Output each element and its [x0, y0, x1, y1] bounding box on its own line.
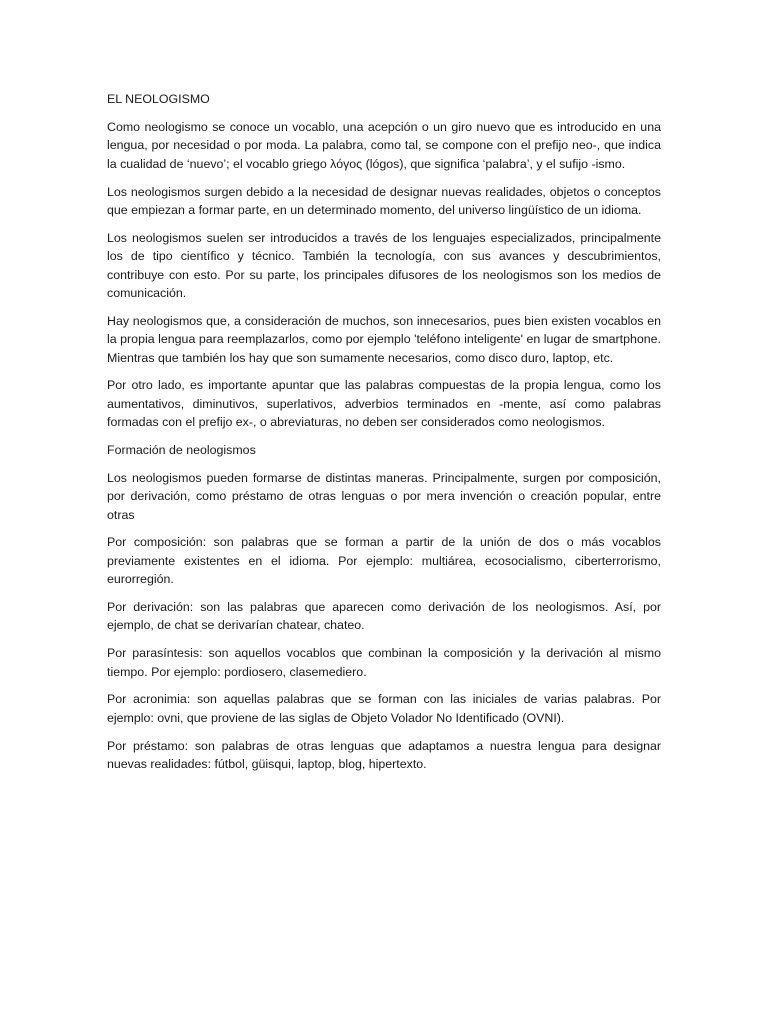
paragraph-formation-overview: Los neologismos pueden formarse de distintas maneras. Principalmente, surgen por composición, por derivación, como préstamo de otras lenguas o por mera invención o creación popular, entre otras — [107, 470, 661, 522]
paragraph-acronymy: Por acronimia: son aquellas palabras que se forman con las iniciales de varias palabras. Por ejemplo: ovni, que proviene de las siglas de Objeto Volador No Identificado (OVNI). — [107, 692, 661, 725]
paragraph-introduction-channels: Los neologismos suelen ser introducidos a través de los lenguajes especializados, principalmente los de tipo científico y técnico. También la tecnología, con sus avances y descubrimientos, contribuye con esto. Por su parte, los principales difusores de los neologismos son los medios de comunicación. — [107, 230, 661, 301]
paragraph-composition: Por composición: son palabras que se forman a partir de la unión de dos o más vocablos previamente existentes en el idioma. Por ejemplo: multiárea, ecosocialismo, ciberterrorismo, eurorregión. — [107, 535, 661, 587]
paragraph-definition: Como neologismo se conoce un vocablo, una acepción o un giro nuevo que es introducido en una lengua, por necesidad o por moda. La palabra, como tal, se compone con el prefijo neo-, que indica la cualidad de ‘nuevo’; el vocablo griego λόγος (lógos), que significa ‘palabra’, y el sufijo -ismo. — [107, 120, 661, 171]
paragraph-parasynthesis: Por parasíntesis: son aquellos vocablos que combinan la composición y la derivación al mismo tiempo. Por ejemplo: pordiosero, clasemediero. — [107, 646, 661, 679]
paragraph-derivation: Por derivación: son las palabras que aparecen como derivación de los neologismos. Así, por ejemplo, de chat se derivarían chatear, chateo. — [107, 600, 661, 633]
paragraph-exclusions: Por otro lado, es importante apuntar que las palabras compuestas de la propia lengua, como los aumentativos, diminutivos, superlativos, adverbios terminados en -mente, así como palabras formadas con el prefijo ex-, o abreviaturas, no deben ser considerados como neologismos. — [107, 378, 661, 430]
paragraph-origin: Los neologismos surgen debido a la necesidad de designar nuevas realidades, objetos o conceptos que empiezan a formar parte, en un determinado momento, del universo lingüístico de un idioma. — [107, 184, 661, 218]
section-heading-formation: Formación de neologismos — [107, 443, 256, 458]
document-title: EL NEOLOGISMO — [107, 92, 210, 106]
document-page — [107, 90, 661, 783]
paragraph-borrowing: Por préstamo: son palabras de otras lenguas que adaptamos a nuestra lengua para designar nuevas realidades: fútbol, güisqui, laptop, blog, hipertexto. — [107, 738, 661, 772]
paragraph-necessity: Hay neologismos que, a consideración de muchos, son innecesarios, pues bien existen vocablos en la propia lengua para reemplazarlos, como por ejemplo 'teléfono inteligente' en lugar de smartphone. Mientras que también los hay que son sumamente necesarios, como disco duro, laptop, etc. — [107, 313, 661, 365]
